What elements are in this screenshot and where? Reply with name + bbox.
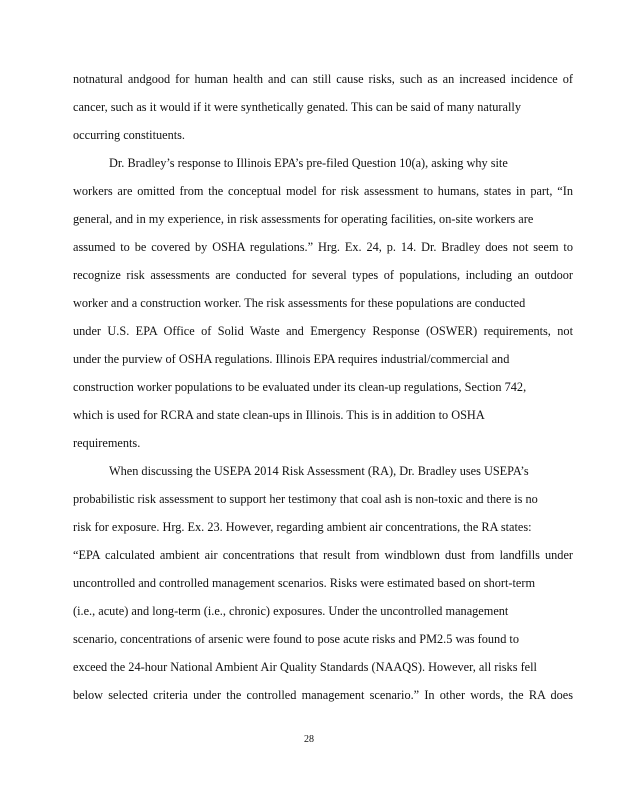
text-line: which is used for RCRA and state clean-ups in Illinois. This is in addition to OSHA — [73, 408, 485, 422]
text-line: recognize risk assessments are conducted for several types of populations, including an outdoor — [73, 268, 573, 282]
text-line: (i.e., acute) and long-term (i.e., chronic) exposures. Under the uncontrolled management — [73, 604, 509, 618]
text-line: Dr. Bradley’s response to Illinois EPA’s pre-filed Question 10(a), asking why site — [109, 156, 508, 170]
text-line: uncontrolled and controlled management scenarios. Risks were estimated based on short-term — [73, 576, 536, 590]
text-line: requirements. — [73, 436, 141, 450]
text-line: occurring constituents. — [73, 128, 186, 142]
text-line: notnatural andgood for human health and can still cause risks, such as an increased incidence of — [73, 72, 573, 86]
page-number: 28 — [304, 734, 314, 745]
text-line: worker and a construction worker. The risk assessments for these populations are conducted — [73, 296, 526, 310]
text-line: scenario, concentrations of arsenic were found to pose acute risks and PM2.5 was found to — [73, 632, 519, 646]
text-line: workers are omitted from the conceptual model for risk assessment to humans, states in part, “In — [73, 184, 573, 198]
text-line: general, and in my experience, in risk assessments for operating facilities, on-site workers are — [73, 212, 534, 226]
text-line: assumed to be covered by OSHA regulations.” Hrg. Ex. 24, p. 14. Dr. Bradley does not seem to — [73, 240, 573, 254]
text-line: cancer, such as it would if it were synthetically genated. This can be said of many naturally — [73, 100, 521, 114]
text-line: risk for exposure. Hrg. Ex. 23. However, regarding ambient air concentrations, the RA states: — [73, 520, 532, 534]
text-line: probabilistic risk assessment to support her testimony that coal ash is non-toxic and there is no — [73, 492, 538, 506]
text-line: “EPA calculated ambient air concentrations that result from windblown dust from landfills under — [73, 548, 573, 562]
text-line: under U.S. EPA Office of Solid Waste and Emergency Response (OSWER) requirements, not — [73, 324, 573, 338]
text-line: under the purview of OSHA regulations. Illinois EPA requires industrial/commercial and — [73, 352, 510, 366]
text-line: construction worker populations to be evaluated under its clean-up regulations, Section 742, — [73, 380, 527, 394]
text-line: below selected criteria under the controlled management scenario.” In other words, the RA does — [73, 688, 573, 702]
text-line: When discussing the USEPA 2014 Risk Assessment (RA), Dr. Bradley uses USEPA’s — [109, 464, 529, 478]
text-line: exceed the 24-hour National Ambient Air Quality Standards (NAAQS). However, all risks fell — [73, 660, 537, 674]
